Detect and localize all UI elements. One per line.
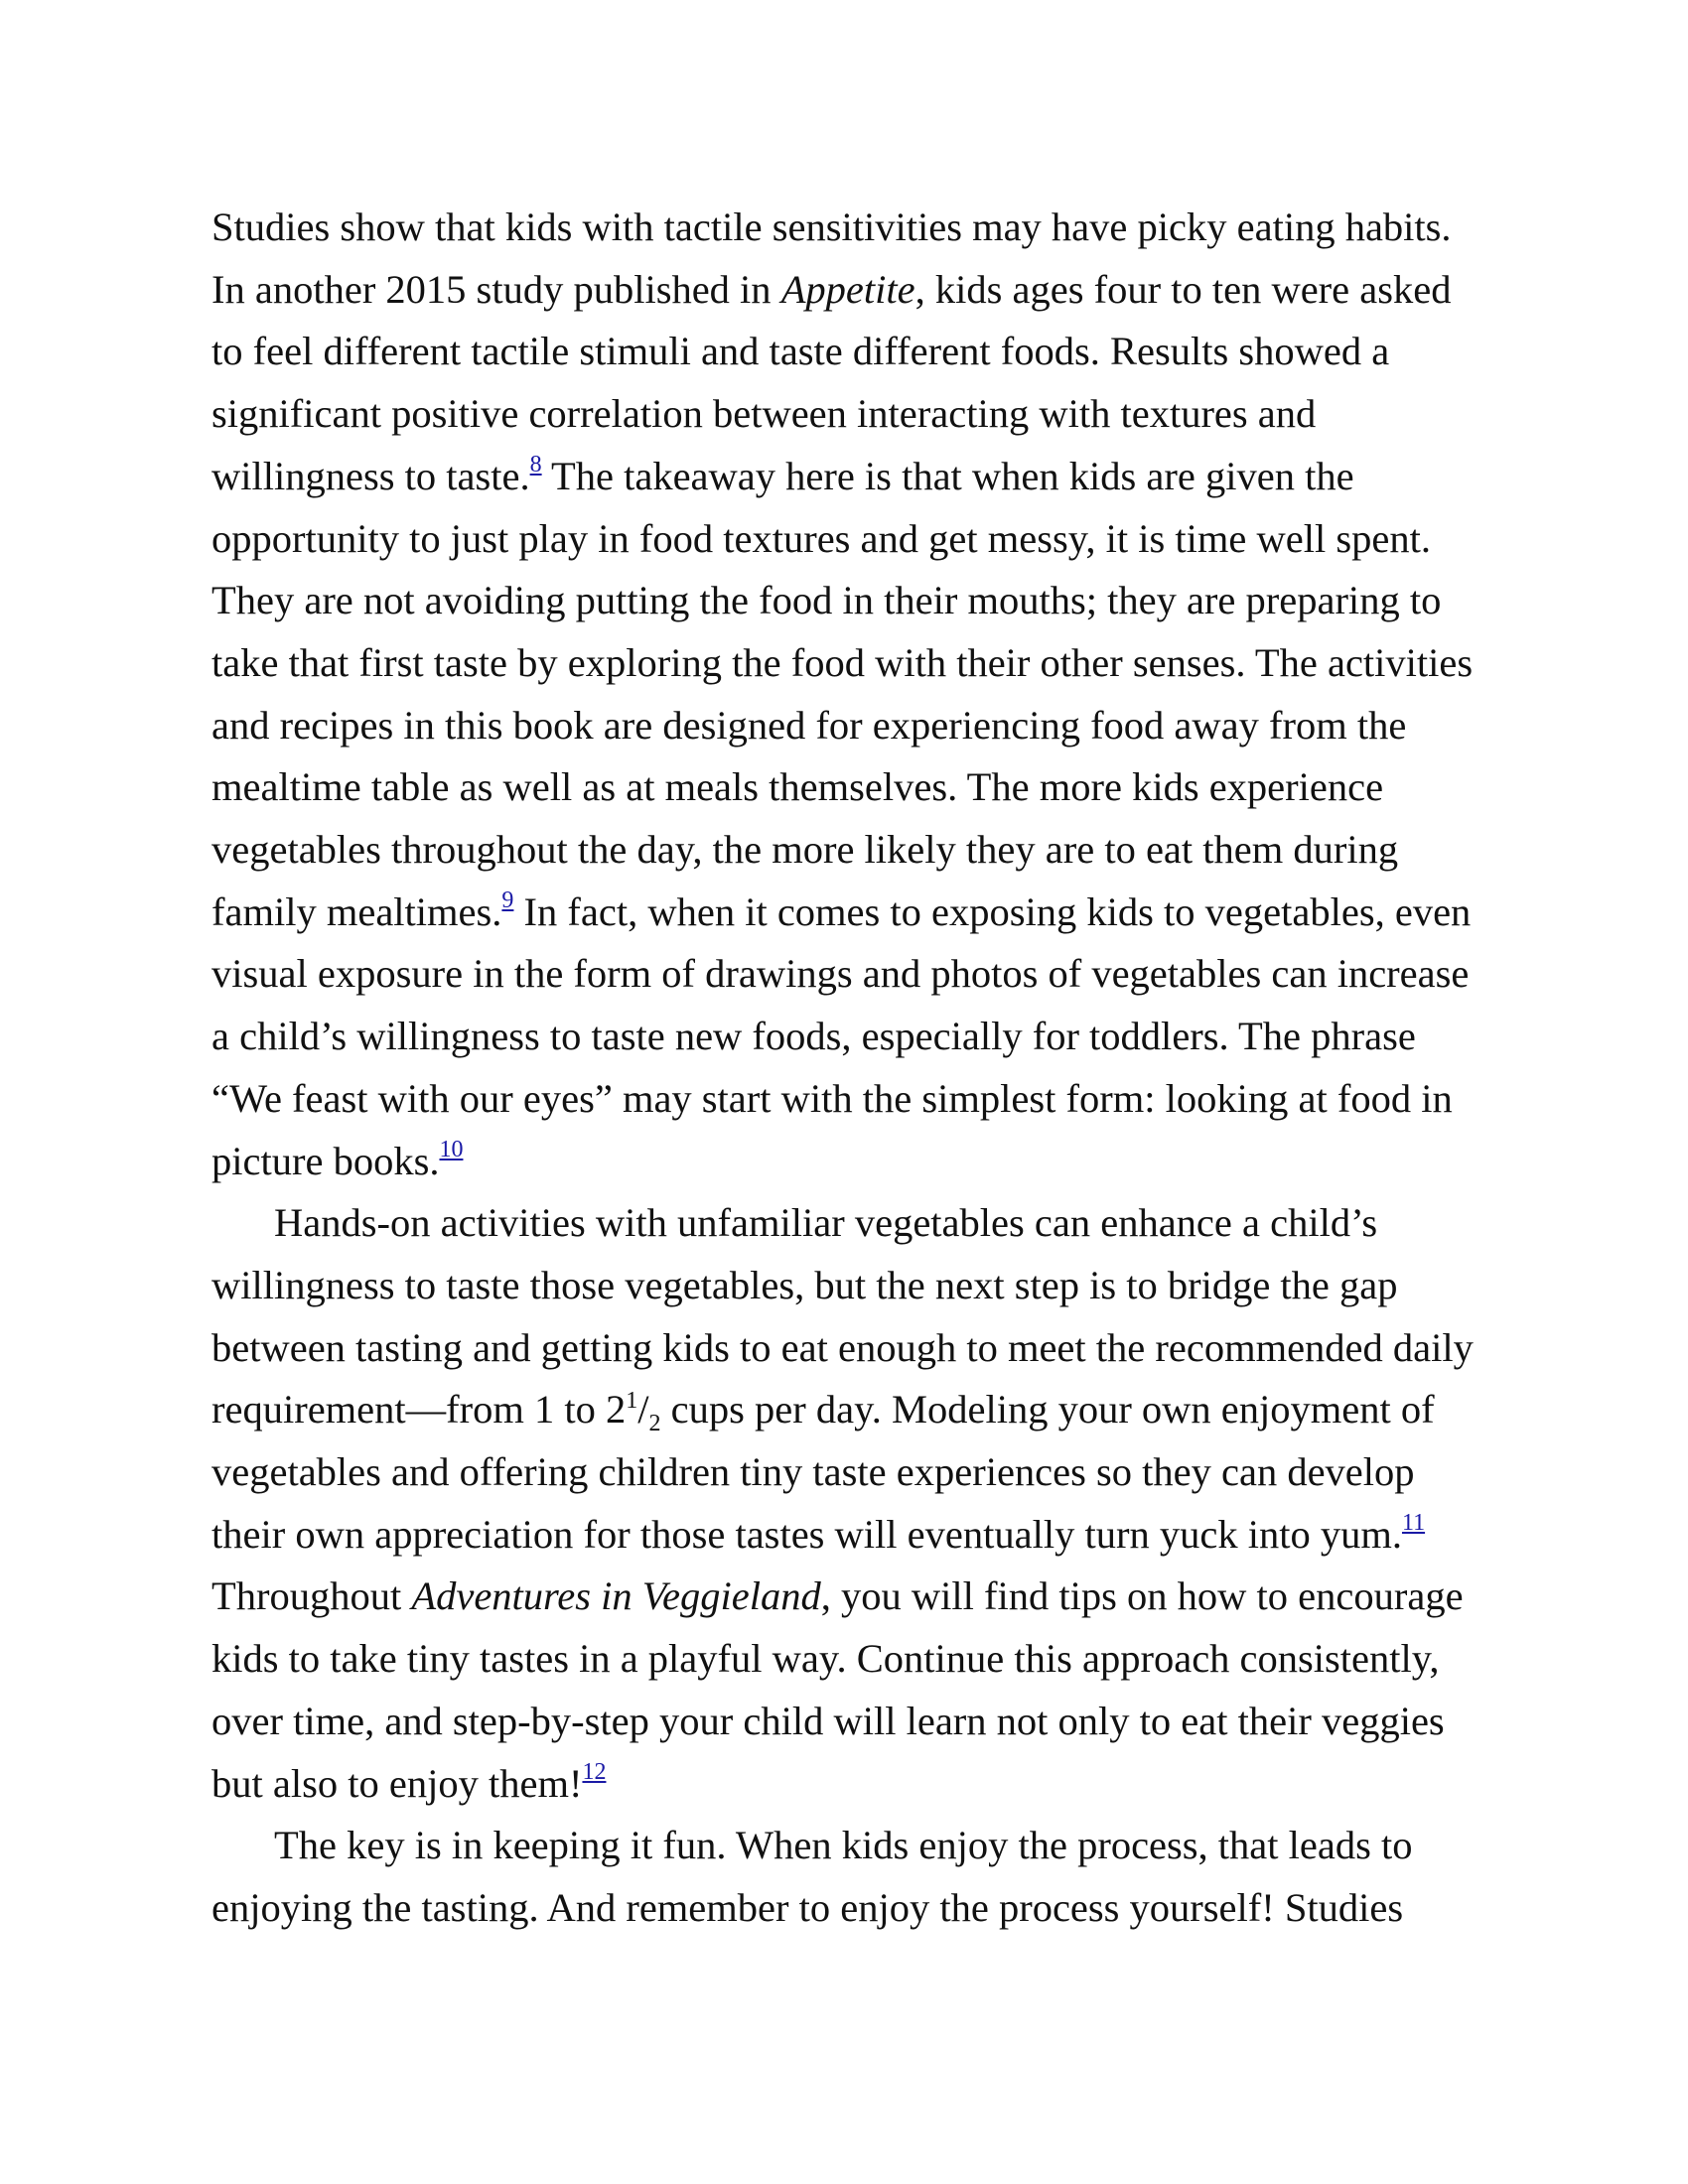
fraction-denominator: 2: [648, 1411, 661, 1437]
footnote-link-8[interactable]: 8: [529, 451, 542, 478]
paragraph-1: [211, 197, 1492, 1192]
footnote-link-10[interactable]: 10: [439, 1136, 464, 1162]
book-title: Adventures in Veggieland: [411, 1573, 821, 1619]
text-run: , kids ages four to ten were asked to feel different tactile stimuli and taste different foods. Results showed a significant positive correlation between interacting with textures and willingness to taste.: [211, 266, 1452, 498]
footnote-link-11[interactable]: 11: [1401, 1509, 1426, 1536]
text-run: , you will find tips on how to encourage kids to take tiny tastes in a playful way. Continue this approach consistently, over time, and step-by-step your child will learn not only to eat their veggies but also to enjoy them!: [211, 1573, 1464, 1806]
page-body: [211, 197, 1492, 1940]
footnote-link-12[interactable]: 12: [582, 1758, 607, 1785]
footnote-link-9[interactable]: 9: [501, 887, 514, 913]
paragraph-3: [211, 1815, 1492, 1939]
text-run: The key is in keeping it fun. When kids enjoy the process, that leads to enjoying the tasting. And remember to enjoy the process yourself! Studies: [211, 1823, 1413, 1930]
text-run: Throughout: [211, 1573, 412, 1619]
fraction-slash: /: [637, 1387, 649, 1433]
journal-title: Appetite: [780, 266, 915, 312]
fraction-numerator: 1: [626, 1388, 638, 1415]
text-run: cups per day. Modeling your own enjoyment of vegetables and offering children tiny taste experiences so they can develop their own appreciation for those tastes will eventually turn yuck into yum.: [211, 1387, 1435, 1557]
text-run: Studies show that kids with tactile sensitivities may have picky eating habits. In another 2015 study published in: [211, 205, 1452, 312]
text-run: In fact, when it comes to exposing kids to vegetables, even visual exposure in the form of drawings and photos of vegetables can increase a child’s willingness to taste new foods, especially for toddlers. The phrase “We feast with our eyes” may start with the simplest form: looking at food in picture books.: [211, 888, 1472, 1183]
text-run: Hands-on activities with unfamiliar vegetables can enhance a child’s willingness to taste those vegetables, but the next step is to bridge the gap between tasting and getting kids to eat enough to meet the recommended daily requirement—from 1 to 2: [211, 1200, 1474, 1433]
paragraph-2: [211, 1192, 1492, 1815]
text-run: The takeaway here is that when kids are given the opportunity to just play in food textures and get messy, it is time well spent. They are not avoiding putting the food in their mouths; they are preparing to take that first taste by exploring the food with their other senses. The activities and recipes in this book are designed for experiencing food away from the mealtime table as well as at meals themselves. The more kids experience vegetables throughout the day, the more likely they are to eat them during family mealtimes.: [211, 453, 1474, 934]
